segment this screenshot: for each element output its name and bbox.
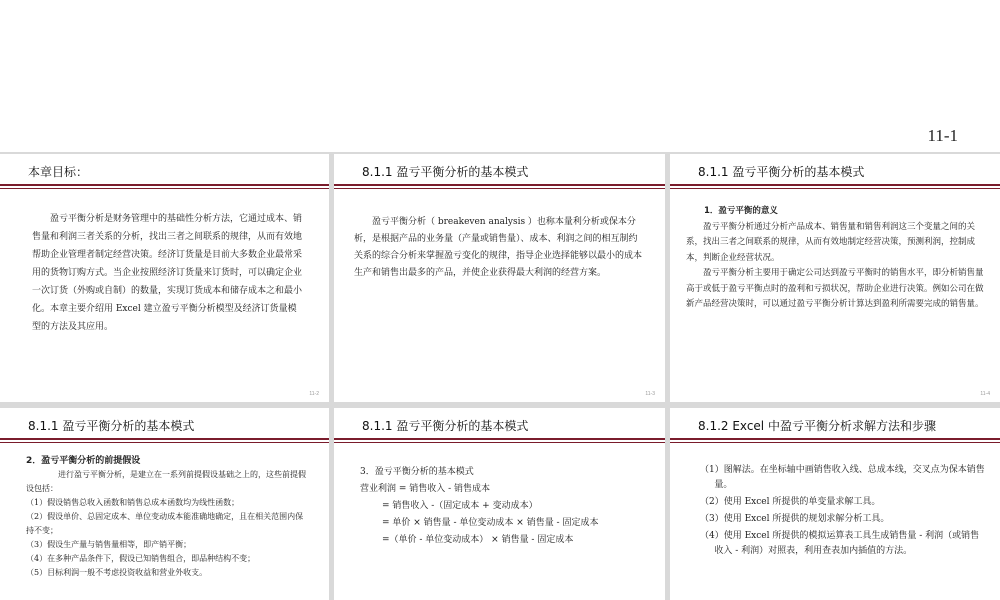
title-divider <box>670 438 1000 440</box>
slide-title: 8.1.1 盈亏平衡分析的基本模式 <box>698 165 865 179</box>
slide-thumbnail-6[interactable] <box>670 408 1000 600</box>
formula-line: = 单价 × 销售量 - 单位变动成本 × 销售量 - 固定成本 <box>382 518 599 528</box>
title-divider <box>0 184 329 186</box>
slide-body <box>32 210 304 336</box>
list-item: （1）图解法。在坐标轴中画销售收入线、总成本线，交叉点为保本销售量。 <box>700 465 985 490</box>
formula-line: = 销售收入 -（固定成本 + 变动成本） <box>382 501 538 511</box>
slide-title: 本章目标： <box>28 165 89 179</box>
paragraph: 盈亏平衡分析是财务管理中的基础性分析方法，它通过成本、销售量和利润三者关系的分析，找出三者之间联系的规律，从而有效地帮助企业管理者制定经营决策。经济订货量是目前大多数企业最常采用的货物订购方式。当企业按照经济订货量来订货时，可以确定企业一次订货（外购或自制）的数量，实现订货成本和储存成本之和最小化。本章主要介绍用 Excel 建立盈亏平衡分析模型及经济订货量模型的方法及其应用。 <box>32 214 303 332</box>
slide-body <box>26 454 308 580</box>
slide-thumbnail-3[interactable] <box>670 154 1000 402</box>
formula-line: =（单价 - 单位变动成本） × 销售量 - 固定成本 <box>382 535 574 545</box>
page-number: 11-1 <box>927 126 958 145</box>
slide-title: 8.1.2 Excel 中盈亏平衡分析求解方法和步骤 <box>698 419 936 433</box>
list-item: （5）目标利润一般不考虑投资收益和营业外收支。 <box>26 568 208 577</box>
slide-thumbnail-2[interactable] <box>334 154 665 402</box>
list-item: （2）使用 Excel 所提供的单变量求解工具。 <box>700 497 881 507</box>
title-divider <box>0 438 329 440</box>
title-divider <box>0 188 329 189</box>
slide-footer: 11-2 <box>309 391 319 397</box>
list-item: （3）假设生产量与销售量相等，即产销平衡； <box>26 540 192 549</box>
title-divider <box>334 442 665 443</box>
slide-body <box>700 463 985 559</box>
header-area <box>0 0 1000 152</box>
paragraph: 盈亏平衡分析主要用于确定公司达到盈亏平衡时的销售水平，即分析销售量高于或低于盈亏平衡点时的盈利和亏损状况，帮助企业进行决策。例如公司在做新产品经营决策时，可以通过盈亏平衡分析计算达到盈利所需要完成的销售量。 <box>686 268 984 309</box>
title-divider <box>0 442 329 443</box>
title-divider <box>334 438 665 440</box>
slide-thumbnail-5[interactable] <box>334 408 665 600</box>
paragraph: 盈亏平衡分析通过分析产品成本、销售量和销售利润这三个变量之间的关系，找出三者之间联系的规律，从而有效地制定经营决策，预测利润，控制成本，判断企业经营状况。 <box>686 221 976 263</box>
slide-body <box>686 204 986 313</box>
title-divider <box>670 184 1000 186</box>
section-heading: 1．盈亏平衡的意义 <box>704 206 778 216</box>
title-divider <box>334 184 665 186</box>
slide-thumbnail-4[interactable] <box>0 408 329 600</box>
text-line: 3．盈亏平衡分析的基本模式 <box>360 467 474 477</box>
paragraph: 盈亏平衡分析（ breakeven analysis ）也称本量利分析或保本分析，是根据产品的业务量（产量或销售量）、成本、利润之间的相互制约关系的综合分析来掌握盈亏变化的规律，指导企业选择能够以最小的成本生产和销售出最多的产品，并使企业获得最大利润的经营方案。 <box>354 217 643 278</box>
slide-footer: 11-4 <box>980 391 990 397</box>
slide-grid <box>0 154 1000 600</box>
list-item: （1）假设销售总收入函数和销售总成本函数均为线性函数； <box>26 498 240 507</box>
list-item: （3）使用 Excel 所提供的规划求解分析工具。 <box>700 514 890 524</box>
list-item: （2）假设单价、总固定成本、单位变动成本能准确地确定，且在相关范围内保持不变； <box>26 512 304 535</box>
slide-title: 8.1.1 盈亏平衡分析的基本模式 <box>362 419 529 433</box>
slide-footer: 11-3 <box>645 391 655 397</box>
title-divider <box>670 442 1000 443</box>
title-divider <box>670 188 1000 189</box>
list-item: （4）在多种产品条件下，假设已知销售组合，即品种结构不变； <box>26 554 256 563</box>
slide-title: 8.1.1 盈亏平衡分析的基本模式 <box>362 165 529 179</box>
slide-body <box>360 464 660 549</box>
slide-body <box>354 214 646 282</box>
paragraph: 进行盈亏平衡分析，是建立在一系列前提假设基础之上的，这些前提假设包括： <box>26 470 306 493</box>
title-divider <box>334 188 665 189</box>
section-heading: 2．盈亏平衡分析的前提假设 <box>26 456 141 466</box>
slide-thumbnail-1[interactable] <box>0 154 329 402</box>
list-item: （4）使用 Excel 所提供的模拟运算表工具生成销售量 - 利润（或销售收入 - 利润）对照表，利用查表加内插值的方法。 <box>700 531 980 556</box>
slide-title: 8.1.1 盈亏平衡分析的基本模式 <box>28 419 195 433</box>
formula-line: 营业利润 = 销售收入 - 销售成本 <box>360 484 491 494</box>
